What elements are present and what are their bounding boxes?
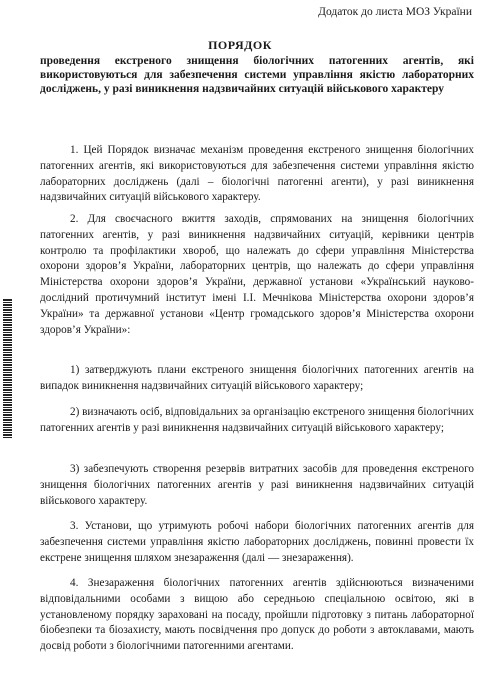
annex-note: Додаток до листа МОЗ України (318, 6, 472, 18)
paragraph-2-item-3: 3) забезпечують створення резервів витратних засобів для проведення екстреного знищення біологічних патогенних агентів у разі виникнення надзвичайних ситуацій військового характеру. (40, 463, 474, 507)
paragraph-2: 2. Для своєчасного вжиття заходів, спрямованих на знищення біологічних патогенних агентів, у разі виникнення надзвичайних ситуацій, керівники центрів контролю та профілактики хвороб, що належать до сфери управління Міністерства охорони здоров’я України, лабораторних центрів, що належать до сфери управління Міністерства охорони здоров’я України, державної установи «Український науково-дослідний протичумний інститут імені І.І. Мечнікова Міністерства охорони здоров’я України» та державної установи «Центр громадського здоров’я Міністерства охорони здоров’я України»: (40, 213, 474, 336)
side-barcode (3, 298, 12, 438)
paragraph-2-item-2: 2) визначають осіб, відповідальних за організацію екстреного знищення біологічних патогенних агентів у разі виникнення надзвичайних ситуацій військового характеру; (40, 406, 474, 434)
document-title: ПОРЯДОК (208, 38, 272, 52)
paragraph-4: 4. Знезараження біологічних патогенних агентів здійснюються визначеними відповідальними особами з вищою або середньою спеціальною освітою, які в установленому порядку зараховані на посаду, пройшли підготовку з питань лабораторної біобезпеки та біозахисту, мають посвідчення про допуск до роботи з автоклавами, мають досвід роботи з біологічними патогенними агентами. (40, 577, 474, 653)
paragraph-3: 3. Установи, що утримують робочі набори біологічних патогенних агентів для забезпечення системи управління якістю лабораторних досліджень, повинні провести їх екстрене знищення шляхом знезараження (далі — знезараження). (40, 520, 474, 564)
paragraph-1: 1. Цей Порядок визначає механізм проведення екстреного знищення біологічних патогенних агентів, які використовуються для забезпечення системи управління якістю лабораторних досліджень (далі – біологічні патогенні агенти), у разі виникнення надзвичайних ситуацій військового характеру. (40, 144, 474, 204)
paragraph-2-item-1: 1) затверджують плани екстреного знищення біологічних патогенних агентів на випадок виникнення надзвичайних ситуацій військового характеру; (40, 364, 474, 392)
document-subtitle: проведення екстреного знищення біологічних патогенних агентів, які використовуються для забезпечення системи управління якістю лабораторних досліджень, у разі виникнення надзвичайних ситуацій військового характеру (40, 55, 474, 96)
